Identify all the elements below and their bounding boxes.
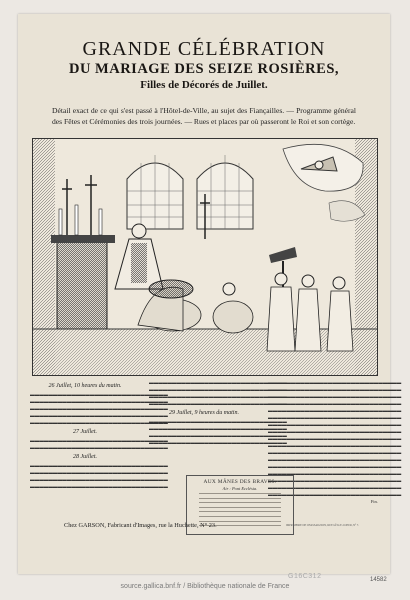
- broadsheet: [18, 14, 402, 574]
- column-heading: 28 Juillet.: [73, 454, 97, 460]
- song-title: AUX MÂNES DES BRAVES.: [203, 479, 277, 485]
- end-mark: Fin.: [370, 499, 378, 504]
- column-heading: 27 Juillet.: [73, 429, 97, 435]
- page-subtitle-2: Filles de Décorés de Juillet.: [140, 79, 268, 91]
- source-credit: source.gallica.bnf.fr / Bibliothèque nationale de France: [120, 583, 290, 590]
- page-title: GRANDE CÉLÉBRATION: [82, 38, 326, 60]
- text-column-1: 26 Juillet, 10 heures du matin. ▬▬▬▬▬▬▬▬▬▬▬▬▬▬▬▬▬▬▬▬▬▬▬▬▬▬▬▬▬▬ ▬▬▬▬▬▬▬▬▬▬▬▬▬▬▬▬▬▬▬▬▬▬▬▬▬▬▬▬▬▬ ▬▬▬▬▬▬▬▬▬▬▬▬▬▬▬▬▬▬▬▬▬▬▬▬▬▬▬▬▬▬ ▬▬▬▬▬▬▬▬▬▬▬▬▬▬▬▬▬▬▬▬▬▬▬▬▬▬▬▬▬▬ ▬▬▬▬▬▬▬▬▬▬▬▬▬▬▬▬▬▬▬▬▬▬▬▬▬▬▬▬▬▬ 27 Juillet. ▬▬▬▬▬▬▬▬▬▬▬▬▬▬▬▬▬▬▬▬▬▬▬▬▬▬▬▬▬▬ ▬▬▬▬▬▬▬▬▬▬▬▬▬▬▬▬▬▬▬▬▬▬▬▬▬▬▬▬▬▬ 28 Juillet. ▬▬▬▬▬▬▬▬▬▬▬▬▬▬▬▬▬▬▬▬▬▬▬▬▬▬▬▬▬▬ ▬▬▬▬▬▬▬▬▬▬▬▬▬▬▬▬▬▬▬▬▬▬▬▬▬▬▬▬▬▬ ▬▬▬▬▬▬▬▬▬▬▬▬▬▬▬▬▬▬▬▬▬▬▬▬▬▬▬▬▬▬ ▬▬▬▬▬▬▬▬▬▬▬▬▬▬▬▬▬▬▬▬▬▬▬▬▬▬▬▬▬▬: [30, 383, 168, 489]
- column-heading: 26 Juillet, 10 heures du matin.: [48, 383, 122, 389]
- column-heading: 29 Juillet, 9 heures du matin.: [169, 410, 239, 416]
- engraving-illustration: [32, 138, 378, 376]
- page-subtitle: DU MARIAGE DES SEIZE ROSIÈRES,: [68, 61, 340, 77]
- text-column-2: ▬▬▬▬▬▬▬▬▬▬▬▬▬▬▬▬▬▬▬▬▬▬▬▬▬▬▬▬▬▬ ▬▬▬▬▬▬▬▬▬▬▬▬▬▬▬▬▬▬▬▬▬▬▬▬▬▬▬▬▬▬ ▬▬▬▬▬▬▬▬▬▬▬▬▬▬▬▬▬▬▬▬▬▬▬▬▬▬▬▬▬▬ ▬▬▬▬▬▬▬▬▬▬▬▬▬▬▬▬▬▬▬▬▬▬▬▬▬▬▬▬▬▬ 29 Juillet, 9 heures du matin. ▬▬▬▬▬▬▬▬▬▬▬▬▬▬▬▬▬▬▬▬▬▬▬▬▬▬▬▬▬▬ ▬▬▬▬▬▬▬▬▬▬▬▬▬▬▬▬▬▬▬▬▬▬▬▬▬▬▬▬▬▬ ▬▬▬▬▬▬▬▬▬▬▬▬▬▬▬▬▬▬▬▬▬▬▬▬▬▬▬▬▬▬ ▬▬▬▬▬▬▬▬▬▬▬▬▬▬▬▬▬▬▬▬▬▬▬▬▬▬▬▬▬▬: [149, 380, 287, 445]
- publisher-line: Chez GARSON, Fabricant d'Images, rue la Huchette, N° 23.: [64, 522, 217, 529]
- page-number: 14582: [370, 577, 387, 583]
- shelfmark: G16C312: [288, 573, 322, 580]
- text-column-3: ▬▬▬▬▬▬▬▬▬▬▬▬▬▬▬▬▬▬▬▬▬▬▬▬▬▬▬▬▬ ▬▬▬▬▬▬▬▬▬▬▬▬▬▬▬▬▬▬▬▬▬▬▬▬▬▬▬▬▬ ▬▬▬▬▬▬▬▬▬▬▬▬▬▬▬▬▬▬▬▬▬▬▬▬▬▬▬▬▬ ▬▬▬▬▬▬▬▬▬▬▬▬▬▬▬▬▬▬▬▬▬▬▬▬▬▬▬▬▬ ▬▬▬▬▬▬▬▬▬▬▬▬▬▬▬▬▬▬▬▬▬▬▬▬▬▬▬▬▬ ▬▬▬▬▬▬▬▬▬▬▬▬▬▬▬▬▬▬▬▬▬▬▬▬▬▬▬▬▬ ▬▬▬▬▬▬▬▬▬▬▬▬▬▬▬▬▬▬▬▬▬▬▬▬▬▬▬▬▬ ▬▬▬▬▬▬▬▬▬▬▬▬▬▬▬▬▬▬▬▬▬▬▬▬▬▬▬▬▬ ▬▬▬▬▬▬▬▬▬▬▬▬▬▬▬▬▬▬▬▬▬▬▬▬▬▬▬▬▬ ▬▬▬▬▬▬▬▬▬▬▬▬▬▬▬▬▬▬▬▬▬▬▬▬▬▬▬▬▬ ▬▬▬▬▬▬▬▬▬▬▬▬▬▬▬▬▬▬▬▬▬▬▬▬▬▬▬▬▬ ▬▬▬▬▬▬▬▬▬▬▬▬▬▬▬▬▬▬▬▬▬▬▬▬▬▬▬▬▬ ▬▬▬▬▬▬▬▬▬▬▬▬▬▬▬▬▬▬▬▬▬▬▬▬▬▬▬▬▬ ▬▬▬▬▬▬▬▬▬▬▬▬▬▬▬▬▬▬▬▬▬▬▬▬▬▬▬▬▬ ▬▬▬▬▬▬▬▬▬▬▬▬▬▬▬▬▬▬▬▬▬▬▬▬▬▬▬▬▬ ▬▬▬▬▬▬▬▬▬▬▬▬▬▬▬▬▬▬▬▬▬▬▬▬▬▬▬▬▬ ▬▬▬▬▬▬▬▬▬▬▬▬▬▬▬▬▬▬▬▬▬▬▬▬▬▬▬▬▬ Fin.: [268, 380, 402, 504]
- song-air: Air : Pont Ecclésia.: [222, 486, 258, 491]
- lede-text: Détail exact de ce qui s'est passé à l'Hôtel-de-Ville, au sujet des Fiançailles. — Programme général des Fêtes et Cérémonies des trois journées. — Rues et places par où passeront le Roi et son cortège.: [52, 106, 356, 126]
- printer-line: IMPRIMERIE DE CHASSAIGNON, RUE GÎT-LE-COEUR, N° 7.: [286, 524, 359, 527]
- header: [18, 38, 390, 92]
